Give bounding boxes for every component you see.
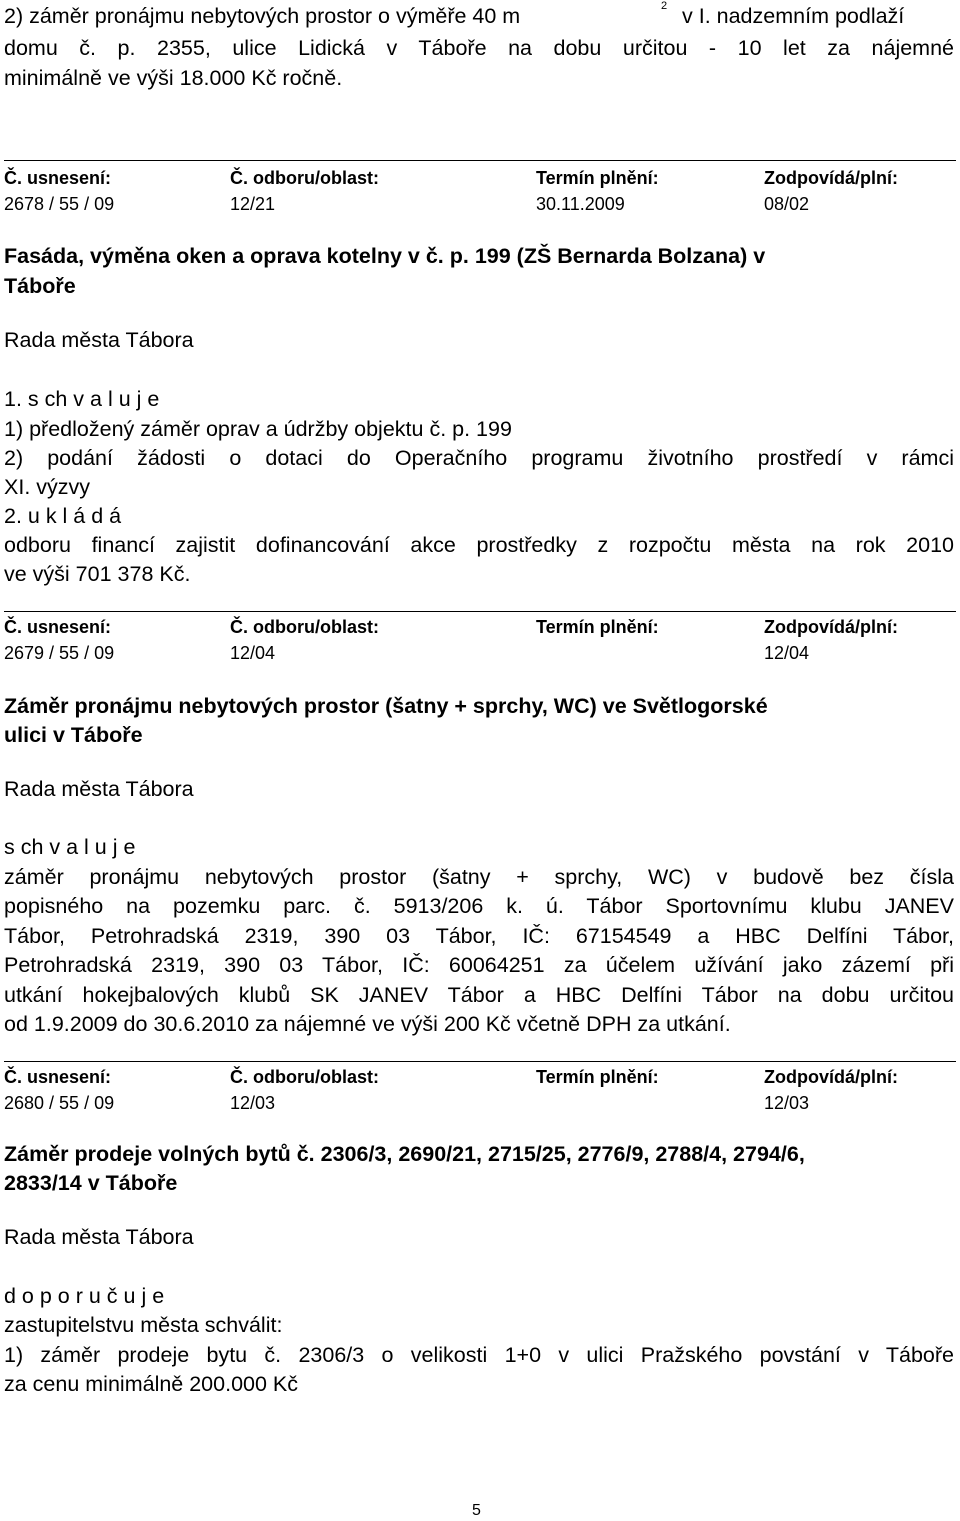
r1-line-7: ve výši 701 378 Kč. (4, 562, 191, 586)
r2-line-1: s ch v a l u j e (4, 835, 136, 859)
council-label-3: Rada města Tábora (4, 1225, 194, 1249)
resolution-header-2 (4, 617, 956, 643)
header-odbor: Č. odboru/oblast: (230, 617, 379, 637)
header-termin: Termín plnění: (536, 1067, 659, 1087)
r2-line-6: utkání hokejbalových klubů SK JANEV Tábor a HBC Delfíni Tábor na dobu určitou (4, 983, 954, 1007)
r1-line-3: 2) podání žádosti o dotaci do Operačního programu životního prostředí v rámci (4, 446, 954, 470)
meta-odbor: 12/04 (230, 643, 276, 663)
r2-line-3: popisného na pozemku parc. č. 5913/206 k. ú. Tábor Sportovnímu klubu JANEV (4, 894, 954, 918)
superscript-2: 2 (661, 0, 668, 12)
page-number: 5 (472, 1502, 481, 1519)
r2-line-2: záměr pronájmu nebytových prostor (šatny + sprchy, WC) v budově bez čísla (4, 865, 954, 889)
r3-line-3: 1) záměr prodeje bytu č. 2306/3 o velikosti 1+0 v ulici Pražského povstání v Táboře (4, 1343, 954, 1367)
resolution-meta-3 (4, 1093, 956, 1119)
resolution-title-1b: Táboře (4, 274, 76, 298)
resolution-header-3 (4, 1067, 956, 1093)
r1-line-2: 1) předložený záměr oprav a údržby objektu č. p. 199 (4, 417, 512, 441)
header-odbor: Č. odboru/oblast: (230, 1067, 379, 1087)
r3-line-1: d o p o r u č u j e (4, 1284, 165, 1308)
council-label-1: Rada města Tábora (4, 328, 194, 352)
r1-line-4: XI. výzvy (4, 475, 91, 499)
r3-line-4: za cenu minimálně 200.000 Kč (4, 1372, 299, 1396)
intro-line-1-a: 2) záměr pronájmu nebytových prostor o výměře 40 m (4, 4, 521, 28)
header-usneseni: Č. usnesení: (4, 617, 112, 637)
r1-line-1: 1. s ch v a l u j e (4, 387, 160, 411)
r3-line-2: zastupitelstvu města schválit: (4, 1313, 283, 1337)
council-label-2: Rada města Tábora (4, 777, 194, 801)
r2-line-4: Tábor, Petrohradská 2319, 390 03 Tábor, IČ: 67154549 a HBC Delfíni Tábor, (4, 924, 954, 948)
header-zodpovida: Zodpovídá/plní: (764, 617, 898, 637)
r2-line-5: Petrohradská 2319, 390 03 Tábor, IČ: 60064251 za účelem užívání jako zázemí při (4, 953, 954, 977)
r1-line-6: odboru financí zajistit dofinancování akce prostředky z rozpočtu města na rok 2010 (4, 533, 954, 557)
meta-odbor: 12/03 (230, 1093, 276, 1113)
resolution-title-1a: Fasáda, výměna oken a oprava kotelny v č. p. 199 (ZŠ Bernarda Bolzana) v (4, 244, 766, 268)
meta-usneseni: 2679 / 55 / 09 (4, 643, 115, 663)
header-zodpovida: Zodpovídá/plní: (764, 168, 898, 188)
resolution-meta-2 (4, 643, 956, 669)
header-usneseni: Č. usnesení: (4, 1067, 112, 1087)
header-zodpovida: Zodpovídá/plní: (764, 1067, 898, 1087)
resolution-title-3a: Záměr prodeje volných bytů č. 2306/3, 2690/21, 2715/25, 2776/9, 2788/4, 2794/6, (4, 1142, 805, 1166)
header-rule-3 (4, 1061, 956, 1062)
meta-odbor: 12/21 (230, 194, 276, 214)
resolution-meta-1 (4, 194, 956, 220)
intro-line-1-b: v I. nadzemním podlaží (682, 4, 905, 28)
meta-termin: 30.11.2009 (536, 194, 625, 214)
resolution-header-1 (4, 168, 956, 194)
header-rule-1 (4, 160, 956, 161)
header-usneseni: Č. usnesení: (4, 168, 112, 188)
resolution-title-3b: 2833/14 v Táboře (4, 1171, 178, 1195)
meta-zodpovida: 12/03 (764, 1093, 810, 1113)
meta-zodpovida: 08/02 (764, 194, 810, 214)
meta-usneseni: 2680 / 55 / 09 (4, 1093, 115, 1113)
r2-line-7: od 1.9.2009 do 30.6.2010 za nájemné ve výši 200 Kč včetně DPH za utkání. (4, 1012, 731, 1036)
resolution-title-2a: Záměr pronájmu nebytových prostor (šatny + sprchy, WC) ve Světlogorské (4, 694, 768, 718)
intro-line-2: domu č. p. 2355, ulice Lidická v Táboře na dobu určitou - 10 let za nájemné (4, 36, 954, 60)
meta-zodpovida: 12/04 (764, 643, 810, 663)
header-odbor: Č. odboru/oblast: (230, 168, 379, 188)
intro-line-3: minimálně ve výši 18.000 Kč ročně. (4, 66, 343, 90)
header-termin: Termín plnění: (536, 168, 659, 188)
intro-line-1 (4, 2, 520, 31)
header-termin: Termín plnění: (536, 617, 659, 637)
header-rule-2 (4, 611, 956, 612)
meta-usneseni: 2678 / 55 / 09 (4, 194, 115, 214)
r1-line-5: 2. u k l á d á (4, 504, 122, 528)
resolution-title-2b: ulici v Táboře (4, 723, 143, 747)
